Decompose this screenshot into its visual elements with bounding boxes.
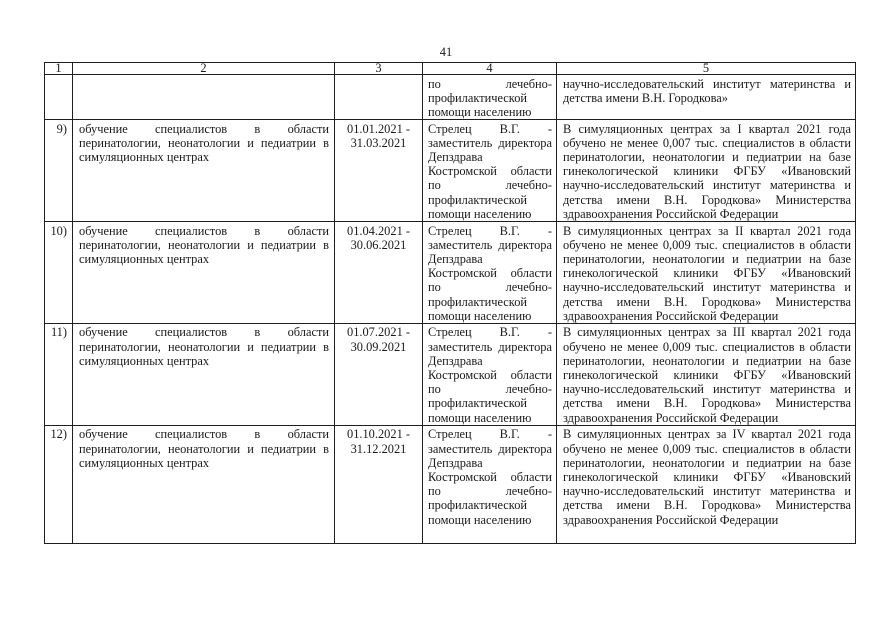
header-cell: 4 — [423, 63, 557, 75]
event-cell: обучение специалистов в области перинатологии, неонатологии и педиатрии в симуляционных центрах — [73, 222, 335, 324]
table-row-continuation — [45, 75, 856, 120]
table-row — [45, 222, 856, 324]
event-cell: обучение специалистов в области перинатологии, неонатологии и педиатрии в симуляционных центрах — [73, 120, 335, 222]
result-cell: В симуляционных центрах за II квартал 2021 года обучено не менее 0,009 тыс. специалистов в области перинатологии, неонатологии и педиатрии на базе гинекологической клиники ФГБУ «Ивановский научно-исследовательский институт материнства и детства имени В.Н. Городкова» Министерства здравоохранения Российской Федерации — [557, 222, 856, 324]
event-cell: обучение специалистов в области перинатологии, неонатологии и педиатрии в симуляционных центрах — [73, 323, 335, 425]
header-cell: 1 — [45, 63, 73, 75]
row-number-cell: 11) — [45, 323, 73, 425]
period-cell: 01.04.2021 - 30.06.2021 — [335, 222, 423, 324]
responsible-cell: Стрелец В.Г. - заместитель директора Депздрава Костромской области по лечебно-профилактической помощи населению — [423, 222, 557, 324]
header-cell: 2 — [73, 63, 335, 75]
result-cell: научно-исследовательский институт материнства и детства имени В.Н. Городкова» — [557, 75, 856, 120]
result-cell: В симуляционных центрах за III квартал 2021 года обучено не менее 0,009 тыс. специалистов в области перинатологии, неонатологии и педиатрии на базе гинекологической клиники ФГБУ «Ивановский научно-исследовательский институт материнства и детства имени В.Н. Городкова» Министерства здравоохранения Российской Федерации — [557, 323, 856, 425]
period-cell: 01.01.2021 - 31.03.2021 — [335, 120, 423, 222]
document-table — [44, 62, 856, 544]
header-cell: 3 — [335, 63, 423, 75]
table-row — [45, 323, 856, 425]
row-number-cell: 10) — [45, 222, 73, 324]
table-row — [45, 425, 856, 543]
period-cell — [335, 75, 423, 120]
responsible-cell: по лечебно-профилактической помощи населению — [423, 75, 557, 120]
responsible-cell: Стрелец В.Г. - заместитель директора Депздрава Костромской области по лечебно-профилактической помощи населению — [423, 425, 557, 543]
result-cell: В симуляционных центрах за I квартал 2021 года обучено не менее 0,007 тыс. специалистов в области перинатологии, неонатологии и педиатрии на базе гинекологической клиники ФГБУ «Ивановский научно-исследовательский институт материнства и детства имени В.Н. Городкова» Министерства здравоохранения Российской Федерации — [557, 120, 856, 222]
table-header-row — [45, 63, 856, 75]
event-cell: обучение специалистов в области перинатологии, неонатологии и педиатрии в симуляционных центрах — [73, 425, 335, 543]
header-cell: 5 — [557, 63, 856, 75]
page-number: 41 — [439, 45, 453, 59]
responsible-cell: Стрелец В.Г. - заместитель директора Депздрава Костромской области по лечебно-профилактической помощи населению — [423, 120, 557, 222]
period-cell: 01.07.2021 - 30.09.2021 — [335, 323, 423, 425]
row-number-cell: 12) — [45, 425, 73, 543]
row-number-cell — [45, 75, 73, 120]
responsible-cell: Стрелец В.Г. - заместитель директора Депздрава Костромской области по лечебно-профилактической помощи населению — [423, 323, 557, 425]
table-row — [45, 120, 856, 222]
period-cell: 01.10.2021 - 31.12.2021 — [335, 425, 423, 543]
row-number-cell: 9) — [45, 120, 73, 222]
event-cell — [73, 75, 335, 120]
result-cell: В симуляционных центрах за IV квартал 2021 года обучено не менее 0,009 тыс. специалистов в области перинатологии, неонатологии и педиатрии на базе гинекологической клиники ФГБУ «Ивановский научно-исследовательский институт материнства и детства имени В.Н. Городкова» Министерства здравоохранения Российской Федерации — [557, 425, 856, 543]
